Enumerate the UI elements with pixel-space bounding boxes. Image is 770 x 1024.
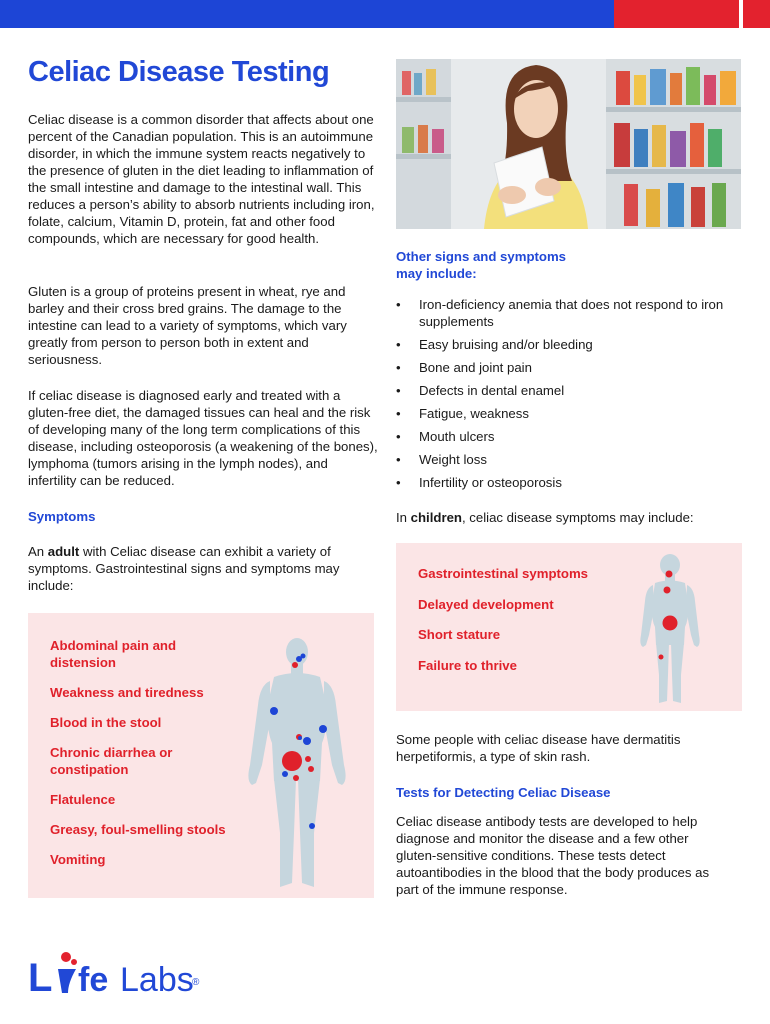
child-symptom-dot [664,587,671,594]
symptom-dot [282,751,302,771]
adult-intro: An adult with Celiac disease can exhibit a variety of symptoms. Gastrointestinal signs and symptoms may include: [28,544,340,593]
logo-registered: ® [192,977,200,988]
top-color-bar [0,0,770,28]
adult-symptom-item: Vomiting [50,852,106,867]
other-sign-item: • Mouth ulcers [396,428,746,445]
child-symptom-item: Gastrointestinal symptoms [418,566,589,581]
child-symptom-item: Failure to thrive [418,657,517,673]
adult-body-figure [240,633,364,895]
tests-heading: Tests for Detecting Celiac Disease [396,785,611,800]
lifelabs-logo-mark [28,945,208,999]
child-symptom-item: Short stature [418,627,501,642]
symptom-dot [293,775,299,781]
logo-letter-l: L [28,956,53,999]
symptom-dot [308,766,314,772]
adult-symptom-item: Blood in the stool [50,715,162,730]
other-signs-heading: Other signs and symptoms may include: [396,249,567,281]
other-sign-item: • Bone and joint pain [396,359,746,376]
grocery-shopper-photo [396,59,741,229]
page-title: Celiac Disease Testing [28,56,330,88]
other-sign-item: • Infertility or osteoporosis [396,474,746,491]
children-intro: In children, celiac disease symptoms may include: [396,510,694,525]
other-sign-item: • Easy bruising and/or bleeding [396,336,746,353]
adult-symptom-item: Weakness and tiredness [50,685,204,700]
symptom-dot [298,736,302,740]
other-sign-item: • Fatigue, weakness [396,405,746,422]
child-symptom-item: Delayed development [418,596,554,612]
other-signs-list [396,296,746,497]
symptom-dot [270,707,278,715]
child-symptom-dot [666,571,673,578]
dermatitis-paragraph: Some people with celiac disease have dermatitis herpetiformis, a type of skin rash. [396,732,681,764]
adult-symptom-item: Chronic diarrhea or constipation [50,745,173,777]
adult-symptoms-panel [28,613,374,898]
symptom-dot [305,756,311,762]
other-sign-item: • Weight loss [396,451,746,468]
tests-paragraph: Celiac disease antibody tests are developed to help diagnose and monitor the disease and a few other gluten-sensitive conditions. These tests detect autoantibodies in the blood that the body produces as part of the immune response. [396,814,710,897]
intro-paragraph-2: Gluten is a group of proteins present in wheat, rye and barley and their cross bred grains. The damage to the intestine can lead to a variety of symptoms, which vary greatly from person to person both in extent and seriousness. [28,284,347,367]
other-sign-item: • Defects in dental enamel [396,382,746,399]
intro-paragraph-3: If celiac disease is diagnosed early and treated with a gluten-free diet, the damaged tissues can heal and the risk of developing many of the long term complications of this disease, including osteoporosis (a weakening of the bones), lymphoma (tumors arising in the lymph nodes), and infertility can be reduced. [28,388,378,488]
other-sign-item: • Iron-deficiency anemia that does not respond to iron supplements [396,296,746,330]
adult-symptom-item: Greasy, foul-smelling stools [50,822,226,837]
symptom-dot [319,725,327,733]
logo-labs: Labs [120,961,194,999]
adult-symptom-list [50,637,240,881]
intro-paragraph-1: Celiac disease is a common disorder that affects about one percent of the Canadian population. This is an autoimmune disorder, in which the immune system reacts negatively to the presence of gluten in the diet leading to inflammation of the small intestine and damage to the intestinal wall. This reduces a person’s ability to absorb nutrients including iron, folate, calcium, Vitamin D, protein, fat and other food compounds, which are necessary for good health. [28,112,375,246]
children-symptoms-panel [396,543,742,711]
adult-symptom-item: Flatulence [50,792,116,807]
symptoms-heading: Symptoms [28,509,96,524]
child-symptom-dot [663,616,678,631]
logo-fe: fe [78,961,109,999]
adult-symptom-item: Abdominal pain and distension [50,638,177,670]
symptom-dot [301,654,306,659]
top-bar-red-small [743,0,770,28]
children-symptom-list [418,565,588,687]
top-bar-blue [0,0,614,28]
symptom-dot [292,662,298,668]
child-symptom-dot [659,655,664,660]
symptom-dot [309,823,315,829]
symptom-dot [303,737,311,745]
child-body-figure [633,551,707,707]
top-bar-red [614,0,739,28]
symptom-dot [282,771,288,777]
lifelabs-logo [28,945,208,1004]
